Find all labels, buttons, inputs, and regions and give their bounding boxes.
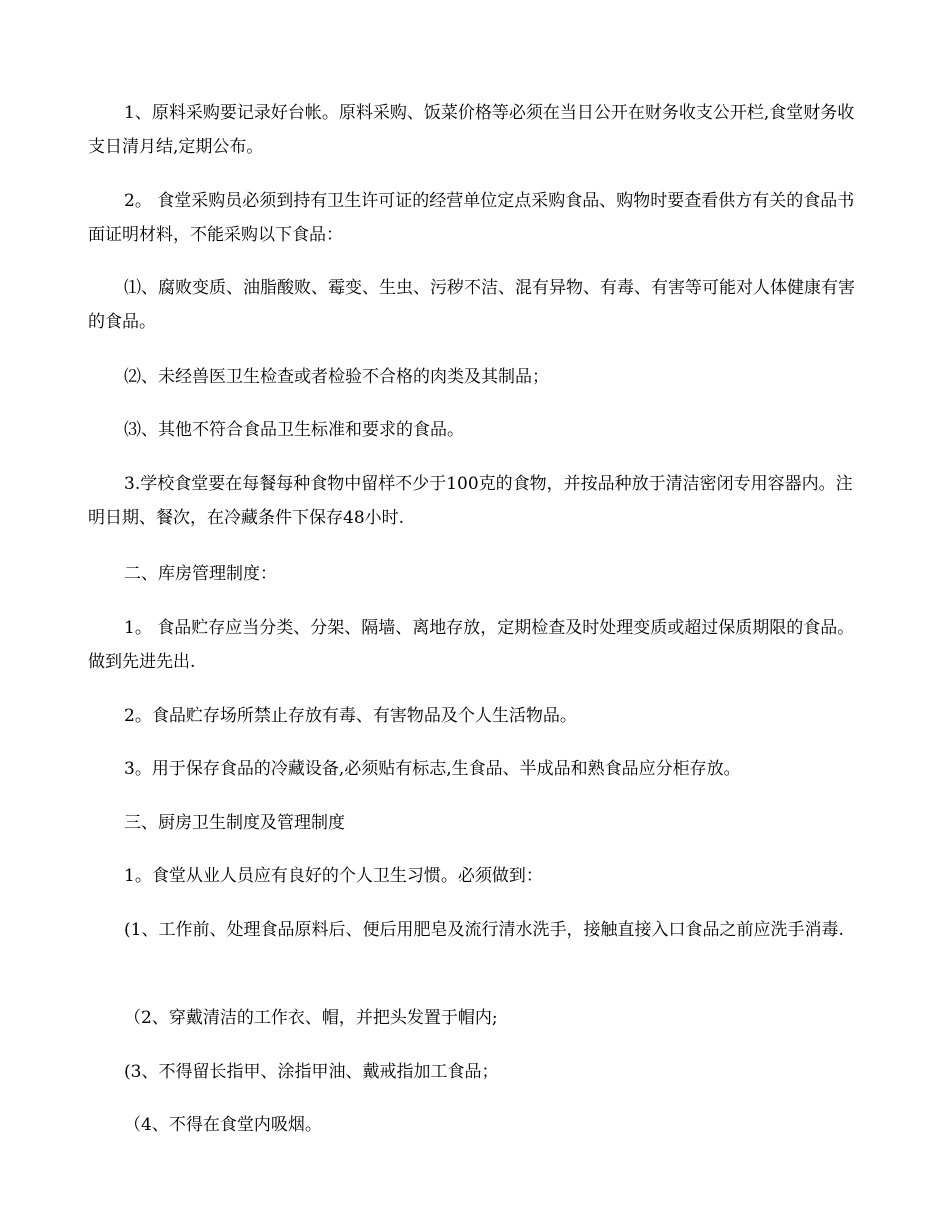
- paragraph-refrigeration: 3。用于保存食品的冷藏设备,必须贴有标志,生食品、半成品和熟食品应分柜存放。: [124, 759, 741, 779]
- paragraph-storage-classification: 1。 食品贮存应当分类、分架、隔墙、离地存放，定期检查及时处理变质或超过保质期限的食品。做到先进先出.: [88, 618, 855, 672]
- paragraph-item-nonstandard-food: ⑶、其他不符合食品卫生标准和要求的食品。: [124, 420, 464, 440]
- paragraph-clean-uniform: （2、穿戴清洁的工作衣、帽，并把头发置于帽内;: [124, 1008, 498, 1028]
- paragraph-no-smoking: （4、不得在食堂内吸烟。: [124, 1115, 322, 1135]
- paragraph-designated-purchasing: 2。 食堂采购员必须到持有卫生许可证的经营单位定点采购食品、购物时要查看供方有关的食品书面证明材料，不能采购以下食品：: [88, 191, 855, 245]
- section-heading-kitchen-hygiene: 三、厨房卫生制度及管理制度: [124, 813, 345, 833]
- paragraph-personal-hygiene: 1。食堂从业人员应有良好的个人卫生习惯。必须做到：: [124, 866, 543, 886]
- paragraph-item-uninspected-meat: ⑵、未经兽医卫生检查或者检验不合格的肉类及其制品；: [124, 367, 549, 387]
- paragraph-procurement-ledger: 1、原料采购要记录好台帐。原料采购、饭菜价格等必须在当日公开在财务收支公开栏,食堂财务收支日清月结,定期公布。: [88, 103, 855, 157]
- paragraph-hand-washing: (1、工作前、处理食品原料后、便后用肥皂及流行清水洗手，接触直接入口食品之前应洗手消毒.: [124, 920, 844, 940]
- paragraph-no-nails: (3、不得留长指甲、涂指甲油、戴戒指加工食品；: [124, 1062, 499, 1082]
- paragraph-sample-retention: 3.学校食堂要在每餐每种食物中留样不少于100克的食物，并按品种放于清洁密闭专用容器内。注明日期、餐次，在冷藏条件下保存48小时.: [88, 474, 853, 528]
- section-heading-storage: 二、库房管理制度：: [124, 564, 277, 584]
- paragraph-storage-prohibited: 2。食品贮存场所禁止存放有毒、有害物品及个人生活物品。: [124, 706, 577, 726]
- paragraph-item-spoiled-food: ⑴、腐败变质、油脂酸败、霉变、生虫、污秽不洁、混有异物、有毒、有害等可能对人体健康有害的食品。: [88, 278, 855, 332]
